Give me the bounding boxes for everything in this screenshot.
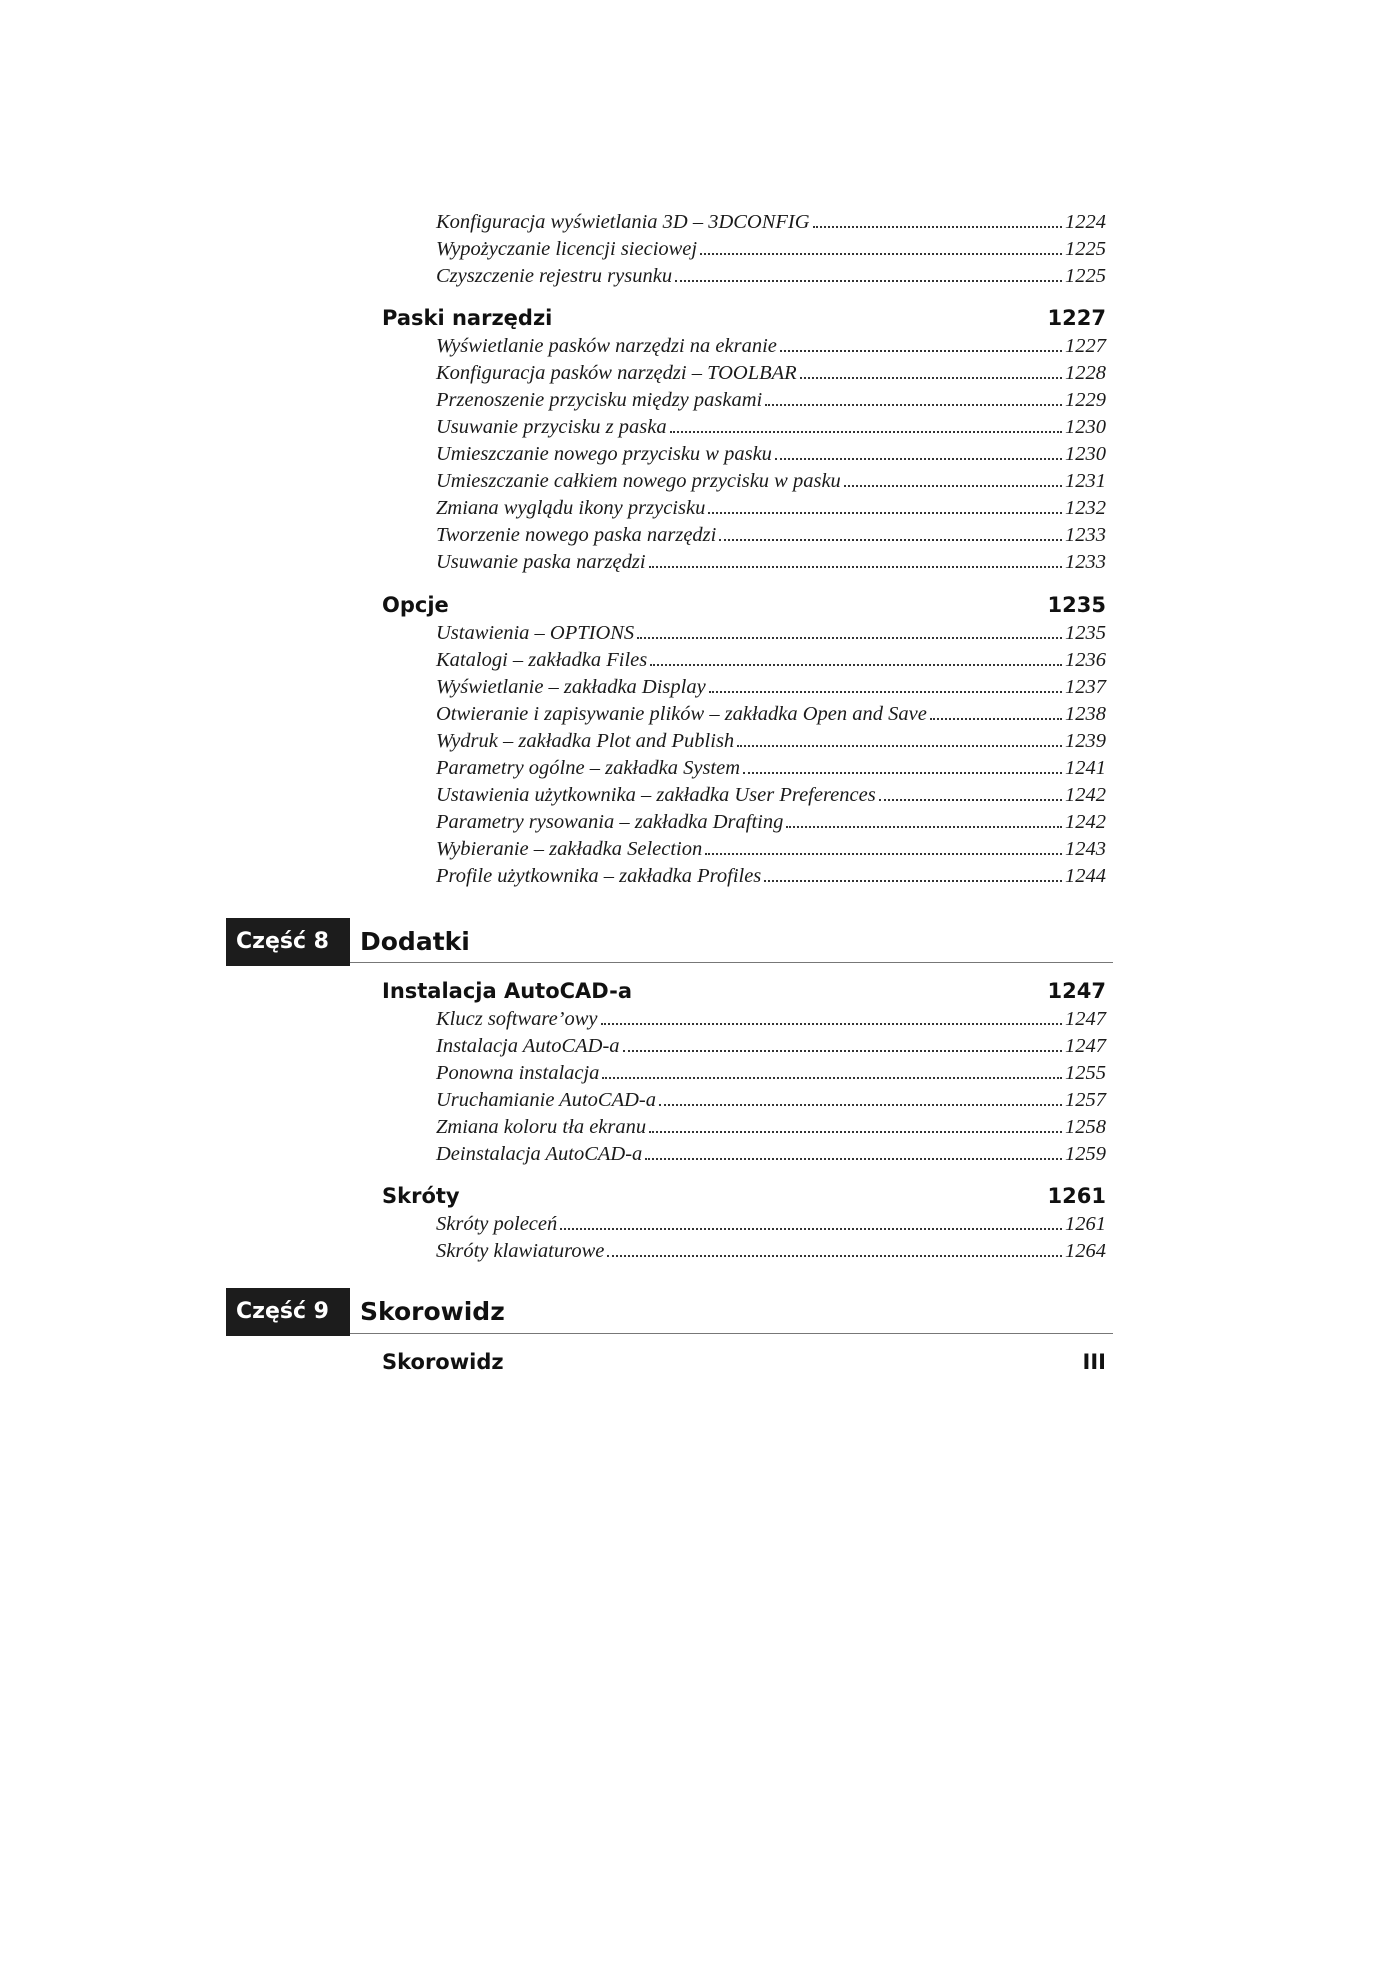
toc-entry-title: Parametry rysowania – zakładka Drafting [436, 811, 784, 833]
toc-entry[interactable] [436, 468, 1106, 495]
toc-entry[interactable] [436, 1114, 1106, 1141]
dot-leader [649, 1131, 1062, 1133]
toc-entry-title: Wybieranie – zakładka Selection [436, 838, 703, 860]
dot-leader [930, 718, 1062, 720]
part-title[interactable]: Skorowidz [360, 1297, 505, 1326]
toc-section-heading[interactable] [382, 302, 1106, 334]
toc-entry-title: Umieszczanie całkiem nowego przycisku w pasku [436, 470, 841, 492]
toc-entry-title: Zmiana wyglądu ikony przycisku [436, 497, 706, 519]
dot-leader [601, 1023, 1062, 1025]
dot-leader [743, 772, 1062, 774]
toc-entry[interactable] [436, 360, 1106, 387]
toc-entry[interactable] [436, 522, 1106, 549]
toc-section-heading[interactable] [382, 975, 1106, 1007]
toc-entry-page: 1264 [1065, 1240, 1106, 1262]
toc-entry-page: 1242 [1065, 811, 1106, 833]
toc-entry-title: Konfiguracja pasków narzędzi – TOOLBAR [436, 362, 797, 384]
toc-section-heading[interactable] [382, 1180, 1106, 1212]
toc-entry[interactable] [436, 701, 1106, 728]
toc-entry-title: Skróty klawiaturowe [436, 1240, 605, 1262]
toc-entry-title: Konfiguracja wyświetlania 3D – 3DCONFIG [436, 211, 810, 233]
toc-entry-title: Przenoszenie przycisku między paskami [436, 389, 763, 411]
section-heading-title: Skorowidz [382, 1350, 504, 1374]
section-heading-title: Opcje [382, 593, 449, 617]
part-badge: Część 8 [226, 918, 350, 966]
toc-entry-title: Zmiana koloru tła ekranu [436, 1116, 647, 1138]
toc-entry-title: Wypożyczanie licencji sieciowej [436, 238, 698, 260]
toc-entry-page: 1225 [1065, 265, 1106, 287]
dot-leader [645, 1158, 1062, 1160]
toc-entry-title: Klucz software’owy [436, 1008, 598, 1030]
toc-entry[interactable] [436, 1087, 1106, 1114]
toc-entry-page: 1237 [1065, 676, 1106, 698]
toc-entry[interactable] [436, 1141, 1106, 1168]
toc-entry[interactable] [436, 1238, 1106, 1265]
section-heading-title: Instalacja AutoCAD-a [382, 979, 633, 1003]
toc-entry-page: 1239 [1065, 730, 1106, 752]
section-heading-title: Paski narzędzi [382, 306, 553, 330]
toc-entry-page: 1231 [1065, 470, 1106, 492]
dot-leader [709, 691, 1062, 693]
toc-entry-title: Deinstalacja AutoCAD-a [436, 1143, 643, 1165]
toc-entry-page: 1228 [1065, 362, 1106, 384]
toc-entry-page: 1229 [1065, 389, 1106, 411]
dot-leader [844, 485, 1062, 487]
dot-leader [700, 253, 1062, 255]
toc-entry-page: 1259 [1065, 1143, 1106, 1165]
toc-entry[interactable] [436, 620, 1106, 647]
toc-entry[interactable] [436, 1033, 1106, 1060]
toc-entry[interactable] [436, 209, 1106, 236]
toc-entry-title: Ustawienia użytkownika – zakładka User Preferences [436, 784, 876, 806]
dot-leader [737, 745, 1062, 747]
toc-entry[interactable] [436, 414, 1106, 441]
toc-entry-title: Tworzenie nowego paska narzędzi [436, 524, 717, 546]
toc-entry[interactable] [436, 1006, 1106, 1033]
dot-leader [560, 1228, 1062, 1230]
toc-entry[interactable] [436, 333, 1106, 360]
toc-entry-page: 1257 [1065, 1089, 1106, 1111]
toc-entry[interactable] [436, 236, 1106, 263]
part-divider [350, 1333, 1113, 1334]
toc-entry[interactable] [436, 441, 1106, 468]
section-heading-page: 1261 [1047, 1184, 1106, 1208]
toc-entry-page: 1255 [1065, 1062, 1106, 1084]
toc-entry[interactable] [436, 647, 1106, 674]
toc-entry[interactable] [436, 263, 1106, 290]
dot-leader [813, 226, 1062, 228]
section-heading-page: 1227 [1047, 306, 1106, 330]
toc-entry-page: 1244 [1065, 865, 1106, 887]
toc-entry[interactable] [436, 782, 1106, 809]
toc-entry-title: Usuwanie paska narzędzi [436, 551, 646, 573]
dot-leader [675, 280, 1062, 282]
toc-entry-title: Instalacja AutoCAD-a [436, 1035, 620, 1057]
toc-entry-title: Umieszczanie nowego przycisku w pasku [436, 443, 772, 465]
dot-leader [775, 458, 1062, 460]
toc-entry-page: 1236 [1065, 649, 1106, 671]
section-heading-page: 1235 [1047, 593, 1106, 617]
toc-entry-page: 1230 [1065, 416, 1106, 438]
toc-entry[interactable] [436, 755, 1106, 782]
dot-leader [708, 512, 1062, 514]
dot-leader [879, 799, 1062, 801]
toc-entry[interactable] [436, 549, 1106, 576]
dot-leader [623, 1050, 1062, 1052]
dot-leader [659, 1104, 1062, 1106]
toc-entry-page: 1227 [1065, 335, 1106, 357]
toc-entry-page: 1235 [1065, 622, 1106, 644]
toc-entry-page: 1230 [1065, 443, 1106, 465]
toc-entry-page: 1241 [1065, 757, 1106, 779]
section-heading-page: 1247 [1047, 979, 1106, 1003]
part-divider [350, 962, 1113, 963]
dot-leader [764, 880, 1062, 882]
dot-leader [650, 664, 1062, 666]
toc-entry-page: 1225 [1065, 238, 1106, 260]
toc-entry-title: Profile użytkownika – zakładka Profiles [436, 865, 762, 887]
toc-entry-title: Wyświetlanie pasków narzędzi na ekranie [436, 335, 777, 357]
toc-entry-page: 1238 [1065, 703, 1106, 725]
toc-entry[interactable] [436, 1060, 1106, 1087]
toc-entry-title: Katalogi – zakładka Files [436, 649, 648, 671]
section-heading-page: III [1082, 1350, 1106, 1374]
dot-leader [780, 350, 1062, 352]
toc-entry-page: 1242 [1065, 784, 1106, 806]
toc-entry-page: 1261 [1065, 1213, 1106, 1235]
toc-entry-title: Skróty poleceń [436, 1213, 558, 1235]
part-badge: Część 9 [226, 1288, 350, 1336]
dot-leader [765, 404, 1062, 406]
toc-entry-title: Czyszczenie rejestru rysunku [436, 265, 673, 287]
toc-entry-title: Usuwanie przycisku z paska [436, 416, 667, 438]
toc-entry-title: Otwieranie i zapisywanie plików – zakładka Open and Save [436, 703, 927, 725]
dot-leader [719, 539, 1062, 541]
toc-entry-page: 1233 [1065, 551, 1106, 573]
dot-leader [786, 826, 1062, 828]
toc-entry[interactable] [436, 387, 1106, 414]
toc-entry-title: Parametry ogólne – zakładka System [436, 757, 741, 779]
dot-leader [705, 853, 1062, 855]
toc-entry[interactable] [436, 1211, 1106, 1238]
toc-entry-title: Ustawienia – OPTIONS [436, 622, 635, 644]
toc-entry-page: 1224 [1065, 211, 1106, 233]
toc-entry[interactable] [436, 863, 1106, 890]
toc-entry-title: Wydruk – zakładka Plot and Publish [436, 730, 735, 752]
toc-entry-page: 1243 [1065, 838, 1106, 860]
toc-entry-page: 1247 [1065, 1035, 1106, 1057]
dot-leader [800, 377, 1062, 379]
dot-leader [670, 431, 1062, 433]
section-heading-title: Skróty [382, 1184, 460, 1208]
toc-entry-title: Wyświetlanie – zakładka Display [436, 676, 706, 698]
toc-entry[interactable] [436, 728, 1106, 755]
toc-entry-page: 1233 [1065, 524, 1106, 546]
toc-entry[interactable] [436, 836, 1106, 863]
toc-entry-page: 1258 [1065, 1116, 1106, 1138]
part-title[interactable]: Dodatki [360, 927, 470, 956]
toc-section-heading[interactable] [382, 1346, 1106, 1378]
dot-leader [637, 637, 1062, 639]
toc-entry-title: Ponowna instalacja [436, 1062, 600, 1084]
toc-entry[interactable] [436, 809, 1106, 836]
dot-leader [649, 566, 1062, 568]
dot-leader [602, 1077, 1062, 1079]
dot-leader [607, 1255, 1062, 1257]
toc-entry-title: Uruchamianie AutoCAD-a [436, 1089, 656, 1111]
toc-section-heading[interactable] [382, 589, 1106, 621]
toc-entry-page: 1232 [1065, 497, 1106, 519]
toc-entry[interactable] [436, 674, 1106, 701]
toc-entry-page: 1247 [1065, 1008, 1106, 1030]
toc-entry[interactable] [436, 495, 1106, 522]
